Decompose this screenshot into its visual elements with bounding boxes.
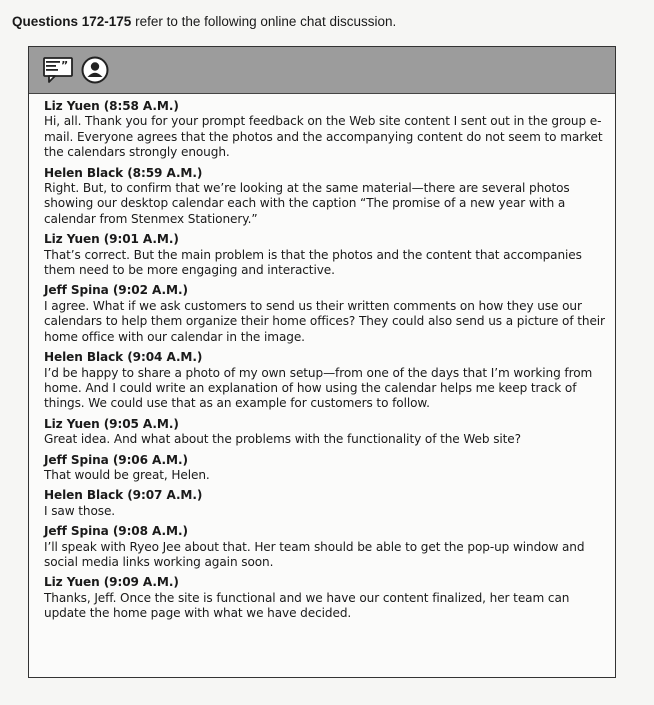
question-heading	[12, 14, 396, 29]
chat-message	[44, 488, 615, 519]
message-sender: Liz Yuen (8:58 A.M.)	[44, 99, 179, 113]
chat-bubble-icon	[43, 57, 73, 83]
message-sender: Liz Yuen (9:09 A.M.)	[44, 575, 179, 590]
message-text: Great idea. And what about the problems with the functionality of the Web site?	[44, 432, 521, 447]
message-list	[29, 94, 615, 622]
message-sender: Helen Black (8:59 A.M.)	[44, 165, 203, 180]
message-text: Thanks, Jeff. Once the site is functional and we have our content finalized, her team can update the home page with what we have decided.	[44, 590, 570, 621]
message-text: That would be great, Helen.	[44, 467, 210, 482]
question-instruction: refer to the following online chat discussion.	[135, 14, 397, 29]
message-sender: Jeff Spina (9:02 A.M.)	[44, 283, 188, 298]
message-text: I saw those.	[44, 503, 116, 518]
chat-message	[44, 524, 615, 570]
user-avatar-icon	[81, 56, 109, 84]
chat-message	[44, 166, 615, 228]
chat-message	[44, 350, 615, 412]
chat-title-bar	[29, 47, 615, 94]
message-text: That’s correct. But the main problem is that the photos and the content that accompanies them need to be more engaging and interactive.	[44, 247, 582, 278]
message-sender: Helen Black (9:04 A.M.)	[44, 350, 203, 365]
message-text: Hi, all. Thank you for your prompt feedback on the Web site content I sent out in the group e-mail. Everyone agrees that the photos and the accompanying content do not seem to market the calendars strongly enough.	[44, 114, 603, 160]
message-text: I agree. What if we ask customers to send us their written comments on how they use our calendars to help them organize their home offices? They could also send us a picture of their home office with our calendar in the image.	[44, 298, 605, 344]
chat-message	[44, 453, 615, 484]
chat-message	[44, 575, 615, 621]
message-sender: Liz Yuen (9:05 A.M.)	[44, 416, 179, 431]
message-text: Right. But, to confirm that we’re looking at the same material—there are several photos showing our desktop calendar each with the caption “The promise of a new year with a calendar from Stenmex Stationery.”	[44, 181, 570, 226]
chat-message	[44, 99, 615, 161]
chat-message	[44, 283, 615, 345]
message-sender: Jeff Spina (9:06 A.M.)	[44, 452, 188, 467]
message-sender: Liz Yuen (9:01 A.M.)	[44, 232, 179, 247]
message-text: I’d be happy to share a photo of my own setup—from one of the days that I’m working from home. And I could write an explanation of how using the calendar helps me keep track of things. We could use that as an example for customers to follow.	[44, 365, 593, 411]
chat-message	[44, 232, 615, 278]
chat-message	[44, 417, 615, 448]
message-sender: Helen Black (9:07 A.M.)	[44, 488, 203, 503]
message-text: I’ll speak with Ryeo Jee about that. Her team should be able to get the pop-up window and social media links working again soon.	[44, 539, 585, 569]
question-range: Questions 172-175	[12, 14, 132, 29]
svg-text:”: ”	[61, 59, 69, 72]
chat-window	[28, 46, 616, 678]
message-sender: Jeff Spina (9:08 A.M.)	[44, 524, 188, 539]
